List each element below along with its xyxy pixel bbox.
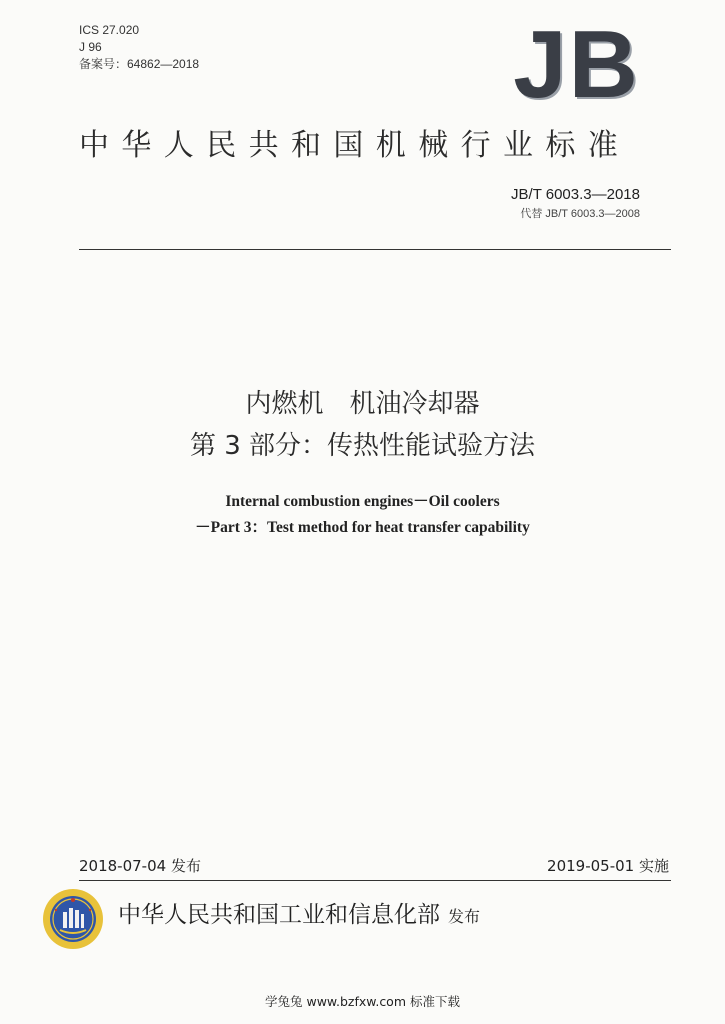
ics-code: ICS 27.020 bbox=[79, 23, 140, 37]
standard-number: JB/T 6003.3—2018 bbox=[511, 186, 640, 203]
classification-block bbox=[79, 22, 199, 73]
ccs-code: J 96 bbox=[79, 40, 102, 54]
title-zh-line2: 第 3 部分：传热性能试验方法 bbox=[189, 431, 536, 461]
filing-number: 备案号：64862—2018 bbox=[79, 57, 200, 71]
jb-logo: JB bbox=[513, 11, 640, 118]
header-divider bbox=[79, 249, 671, 250]
issue-date: 2018-07-04 发布 bbox=[79, 857, 201, 875]
title-zh-line1: 内燃机 机油冷却器 bbox=[245, 389, 480, 419]
download-watermark: 学兔兔 www.bzfxw.com 标准下载 bbox=[265, 994, 460, 1009]
implementation-date: 2019-05-01 实施 bbox=[547, 857, 669, 875]
issuing-authority bbox=[118, 898, 480, 934]
footer-divider bbox=[79, 880, 671, 881]
title-en-line1: Internal combustion engines－Oil coolers bbox=[225, 493, 500, 510]
issuer-suffix: 发布 bbox=[448, 907, 481, 926]
issuer-name: 中华人民共和国工业和信息化部 bbox=[118, 902, 440, 928]
standard-category-title: 中华人民共和国机械行业标准 bbox=[79, 128, 631, 163]
title-en-line2: －Part 3：Test method for heat transfer capability bbox=[195, 519, 530, 536]
replaces-note: 代替 JB/T 6003.3—2008 bbox=[520, 208, 640, 220]
ministry-seal-icon bbox=[42, 888, 104, 950]
standard-number-block bbox=[511, 185, 640, 223]
